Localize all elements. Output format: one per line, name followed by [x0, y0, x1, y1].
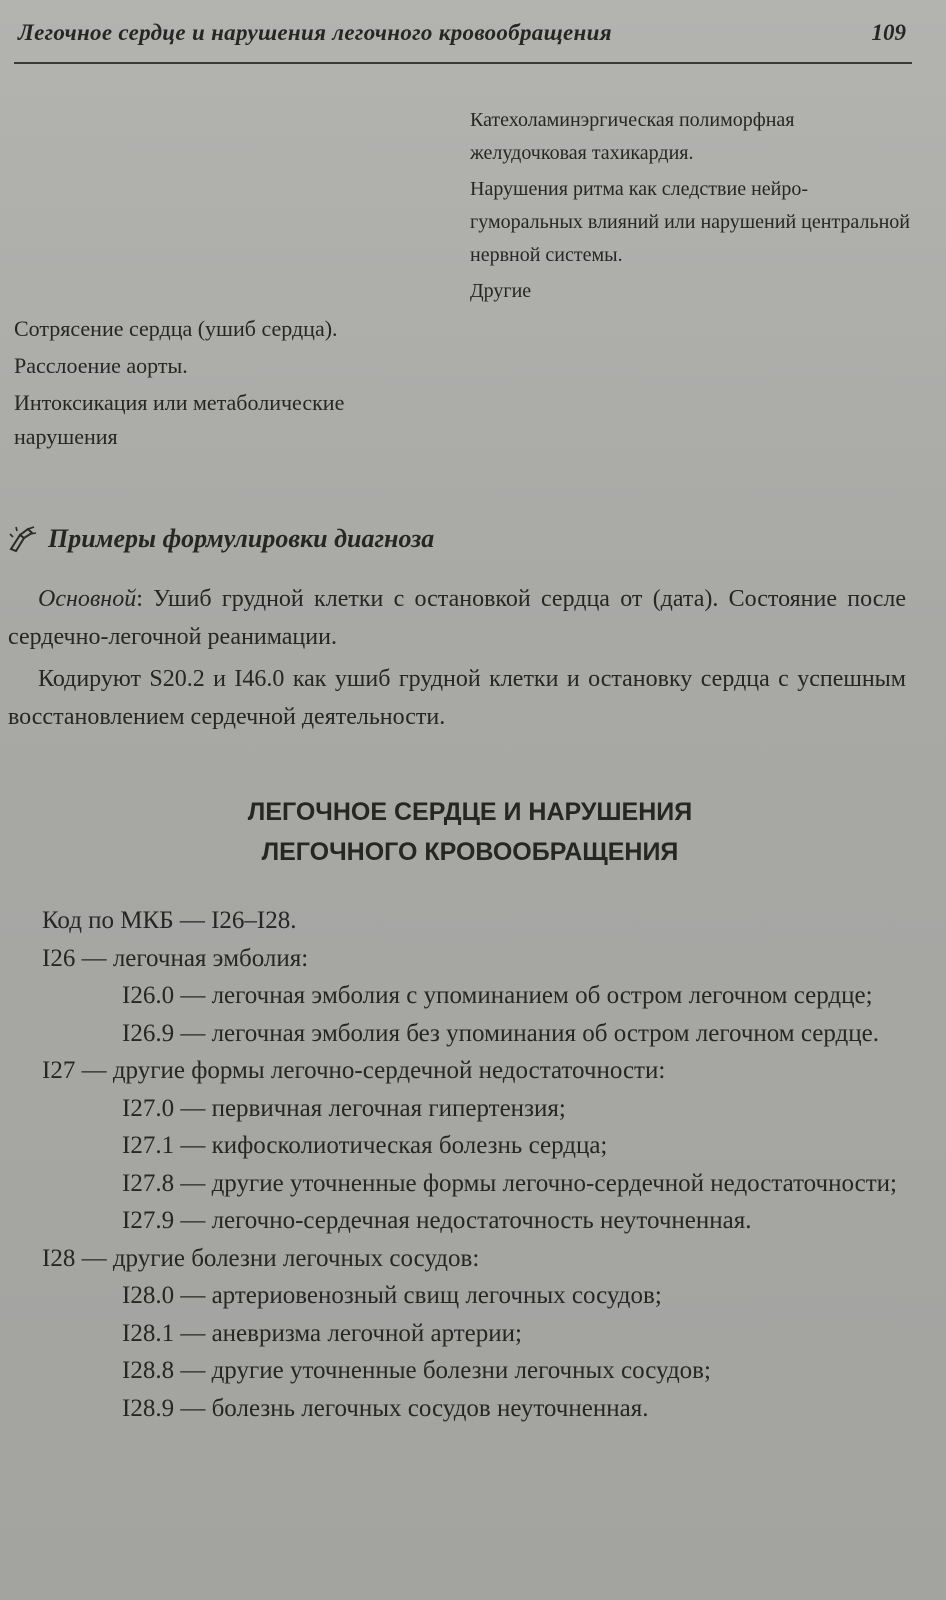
icd-code-item: I28.1 — аневризма легочной артерии;	[122, 1319, 522, 1347]
icd-code-item: I27.9 — легочно-сердечная недостаточность неуточненная.	[122, 1207, 752, 1234]
icd-code-item: I26.9 — легочная эмболия без упоминания об остром легочном сердце.	[122, 1019, 879, 1047]
examples-heading-text: Примеры формулировки диагноза	[48, 524, 435, 553]
page-number: 109	[871, 20, 906, 45]
left-column-item: Сотрясение сердца (ушиб сердца).	[14, 316, 338, 341]
icd-code-item: I27.8 — другие уточненные формы легочно-сердечной недостаточности;	[122, 1169, 897, 1197]
diagnosis-example	[8, 580, 906, 740]
left-column-item: Интоксикация или метаболические нарушения	[14, 390, 345, 449]
examples-heading	[8, 524, 434, 554]
right-column-item: Катехоламинэргическая полиморфная желудочковая тахикардия.	[470, 109, 795, 164]
icd-code-item: I26.0 — легочная эмболия с упоминанием об остром легочном сердце;	[122, 982, 873, 1009]
right-column	[470, 104, 910, 311]
diagnosis-main-label: Основной	[38, 586, 137, 612]
icd-code-item: I28.0 — артериовенозный свищ легочных сосудов;	[122, 1282, 662, 1309]
icd-code-group: I26 — легочная эмболия:	[42, 944, 309, 972]
icd-code-group: I28 — другие болезни легочных сосудов:	[42, 1244, 480, 1272]
running-header	[14, 18, 912, 64]
diagnosis-main-text: : Ушиб грудной клетки с остановкой сердца от (дата). Состояние после сердечно-легочной реанимации.	[8, 586, 906, 650]
icd-code-item: I27.0 — первичная легочная гипертензия;	[122, 1094, 566, 1122]
section-title-line: ЛЕГОЧНОГО КРОВООБРАЩЕНИЯ	[261, 838, 679, 866]
icd-code-item: I28.9 — болезнь легочных сосудов неуточненная.	[122, 1394, 649, 1422]
icd-code-item: I28.8 — другие уточненные болезни легочных сосудов;	[122, 1357, 711, 1384]
left-column-item: Расслоение аорты.	[14, 353, 188, 378]
hand-writing-icon	[8, 525, 38, 553]
right-column-item: Нарушения ритма как следствие нейро-гуморальных влияний или нарушений центральной нервной системы.	[470, 178, 910, 266]
right-column-item: Другие	[470, 280, 532, 302]
section-title	[120, 792, 820, 872]
icd-code-item: I27.1 — кифосколиотическая болезнь сердца;	[122, 1132, 608, 1159]
icd-code-group: I27 — другие формы легочно-сердечной недостаточности:	[42, 1057, 666, 1084]
diagnosis-main	[8, 580, 906, 656]
diagnosis-coding: Кодируют S20.2 и I46.0 как ушиб грудной клетки и остановку сердца с успешным восстановлением сердечной деятельности.	[8, 666, 906, 730]
left-column	[14, 312, 424, 457]
icd-code-range: Код по МКБ — I26–I28.	[42, 907, 297, 934]
icd-code-list	[42, 902, 912, 1427]
section-title-line: ЛЕГОЧНОЕ СЕРДЦЕ И НАРУШЕНИЯ	[247, 798, 693, 826]
header-title: Легочное сердце и нарушения легочного кровообращения	[18, 20, 612, 45]
